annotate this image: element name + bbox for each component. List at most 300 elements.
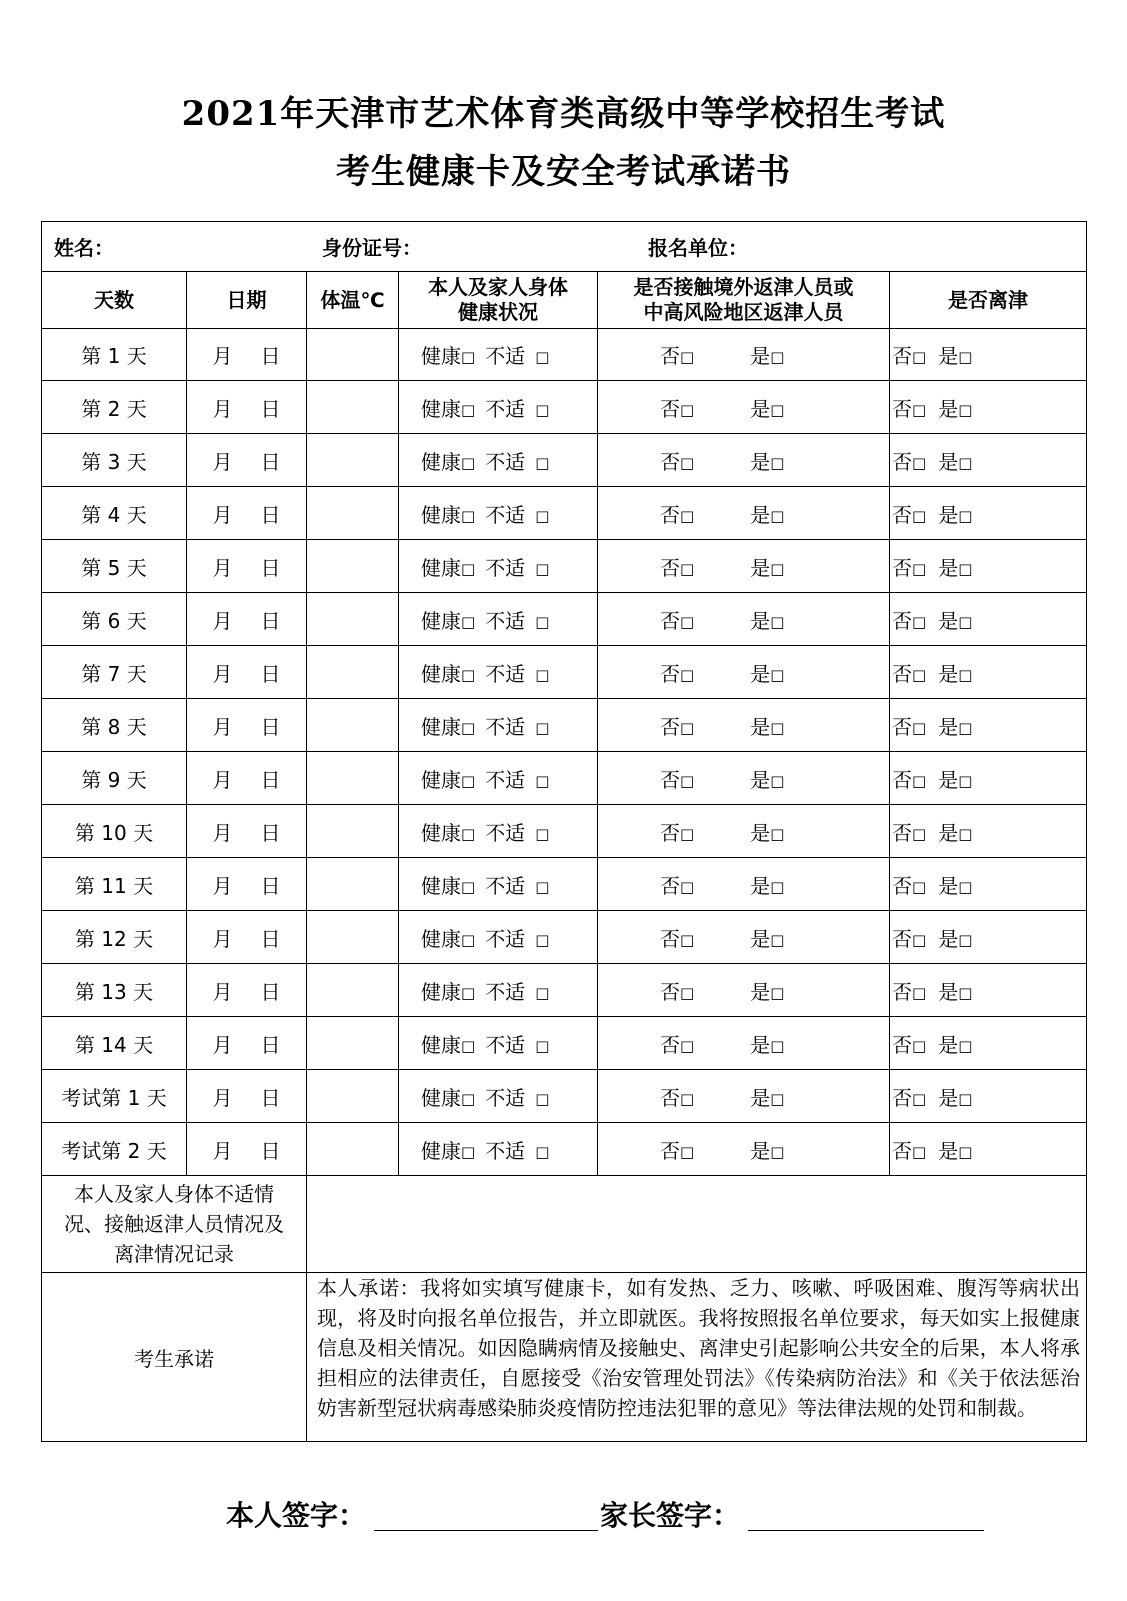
no-option-label: 否 <box>892 502 912 527</box>
yes-option-label: 是 <box>938 820 959 845</box>
unwell-option-label: 不适 <box>485 502 526 527</box>
no-option-label: 否 <box>660 1085 680 1110</box>
contact-yes-checkbox[interactable]: □ <box>770 453 785 472</box>
leave-no-checkbox[interactable]: □ <box>912 1089 927 1108</box>
contact-no-checkbox[interactable]: □ <box>680 348 695 366</box>
date-cell[interactable] <box>187 381 307 434</box>
month-label: 月 <box>212 979 233 1004</box>
month-label: 月 <box>212 820 233 845</box>
date-cell[interactable] <box>187 752 307 805</box>
date-cell[interactable] <box>187 858 307 911</box>
leave-tianjin-cell <box>890 1123 1087 1176</box>
no-option-label: 否 <box>660 820 680 845</box>
leave-yes-checkbox[interactable]: □ <box>958 824 973 843</box>
day-label: 第 8 天 <box>42 699 187 752</box>
healthy-option-label: 健康 <box>421 608 461 633</box>
health-status-cell <box>399 752 598 805</box>
no-option-label: 否 <box>892 873 912 898</box>
day-label: 第 14 天 <box>42 1017 187 1070</box>
healthy-checkbox[interactable]: □ <box>461 612 476 631</box>
date-cell[interactable] <box>187 646 307 699</box>
unwell-option-label: 不适 <box>485 608 526 633</box>
month-label: 月 <box>212 344 233 368</box>
unwell-option-label: 不适 <box>485 1085 526 1110</box>
temperature-cell[interactable] <box>307 858 399 911</box>
day-label: 第 5 天 <box>42 540 187 593</box>
day-row <box>42 487 1087 540</box>
leave-tianjin-cell <box>890 646 1087 699</box>
healthy-checkbox[interactable]: □ <box>461 771 476 790</box>
yes-option-label: 是 <box>750 714 771 739</box>
leave-tianjin-cell <box>890 752 1087 805</box>
yes-option-label: 是 <box>750 344 771 368</box>
contact-yes-checkbox[interactable]: □ <box>770 877 785 896</box>
form-title-line2: 考生健康卡及安全考试承诺书 <box>336 152 791 192</box>
temperature-cell[interactable] <box>307 540 399 593</box>
leave-yes-checkbox[interactable]: □ <box>958 983 973 1002</box>
yes-option-label: 是 <box>938 1085 959 1110</box>
day-row <box>42 381 1087 434</box>
contact-yes-checkbox[interactable]: □ <box>770 506 785 525</box>
healthy-option-label: 健康 <box>421 714 461 739</box>
leave-yes-checkbox[interactable]: □ <box>958 559 973 578</box>
day-row <box>42 858 1087 911</box>
yes-option-label: 是 <box>750 449 771 474</box>
no-option-label: 否 <box>660 714 680 739</box>
yes-option-label: 是 <box>750 1085 771 1110</box>
no-option-label: 否 <box>660 608 680 633</box>
yes-option-label: 是 <box>938 555 959 580</box>
record-row <box>42 1176 1087 1273</box>
contact-no-checkbox[interactable]: □ <box>680 612 695 631</box>
leave-tianjin-cell <box>890 593 1087 646</box>
unwell-option-label: 不适 <box>485 767 526 792</box>
header-row <box>42 272 1087 329</box>
healthy-checkbox[interactable]: □ <box>461 1089 476 1108</box>
health-status-cell <box>399 540 598 593</box>
health-status-cell <box>399 911 598 964</box>
day-of-month-label: 日 <box>260 1032 281 1057</box>
leave-yes-checkbox[interactable]: □ <box>958 1036 973 1055</box>
health-status-cell <box>399 805 598 858</box>
unwell-checkbox[interactable]: □ <box>535 506 550 525</box>
leave-yes-checkbox[interactable]: □ <box>958 718 973 737</box>
day-label: 第 10 天 <box>42 805 187 858</box>
healthy-checkbox[interactable]: □ <box>461 665 476 684</box>
self-signature-line[interactable] <box>374 1530 598 1531</box>
contact-yes-checkbox[interactable]: □ <box>770 771 785 790</box>
leave-yes-checkbox[interactable]: □ <box>958 348 973 366</box>
no-option-label: 否 <box>660 344 680 368</box>
leave-tianjin-cell <box>890 699 1087 752</box>
leave-yes-checkbox[interactable]: □ <box>958 400 973 419</box>
temperature-cell[interactable] <box>307 1070 399 1123</box>
no-option-label: 否 <box>660 396 680 421</box>
healthy-checkbox[interactable]: □ <box>461 1036 476 1055</box>
temperature-cell[interactable] <box>307 964 399 1017</box>
month-label: 月 <box>212 449 233 474</box>
contact-no-checkbox[interactable]: □ <box>680 1036 695 1055</box>
healthy-checkbox[interactable]: □ <box>461 718 476 737</box>
unwell-checkbox[interactable]: □ <box>535 824 550 843</box>
day-row <box>42 805 1087 858</box>
header-contact-line1: 是否接触境外返津人员或 <box>633 275 854 299</box>
unwell-checkbox[interactable]: □ <box>535 665 550 684</box>
unwell-checkbox[interactable]: □ <box>535 1089 550 1108</box>
contact-no-checkbox[interactable]: □ <box>680 771 695 790</box>
health-card-table <box>41 221 1087 1442</box>
month-label: 月 <box>212 1032 233 1057</box>
record-label <box>42 1176 307 1273</box>
no-option-label: 否 <box>892 979 912 1004</box>
temperature-cell[interactable] <box>307 646 399 699</box>
contact-cell <box>598 1070 890 1123</box>
contact-no-checkbox[interactable]: □ <box>680 400 695 419</box>
yes-option-label: 是 <box>938 979 959 1004</box>
unwell-checkbox[interactable]: □ <box>535 930 550 949</box>
info-row <box>42 222 1087 272</box>
contact-no-checkbox[interactable]: □ <box>680 453 695 472</box>
unwell-checkbox[interactable]: □ <box>535 348 550 366</box>
yes-option-label: 是 <box>938 926 959 951</box>
healthy-option-label: 健康 <box>421 661 461 686</box>
self-signature-label: 本人签字： <box>226 1499 367 1532</box>
date-cell[interactable] <box>187 911 307 964</box>
month-label: 月 <box>212 926 233 951</box>
day-label: 第 7 天 <box>42 646 187 699</box>
no-option-label: 否 <box>892 396 912 421</box>
header-date: 日期 <box>187 272 307 329</box>
contact-no-checkbox[interactable]: □ <box>680 559 695 578</box>
leave-yes-checkbox[interactable]: □ <box>958 665 973 684</box>
pledge-row <box>42 1273 1087 1442</box>
temperature-cell[interactable] <box>307 1123 399 1176</box>
temperature-cell[interactable] <box>307 487 399 540</box>
date-cell[interactable] <box>187 487 307 540</box>
no-option-label: 否 <box>660 873 680 898</box>
healthy-checkbox[interactable]: □ <box>461 983 476 1002</box>
leave-no-checkbox[interactable]: □ <box>912 718 927 737</box>
healthy-checkbox[interactable]: □ <box>461 877 476 896</box>
contact-yes-checkbox[interactable]: □ <box>770 983 785 1002</box>
leave-no-checkbox[interactable]: □ <box>912 348 927 366</box>
contact-yes-checkbox[interactable]: □ <box>770 665 785 684</box>
contact-cell <box>598 1123 890 1176</box>
leave-yes-checkbox[interactable]: □ <box>958 1142 973 1161</box>
day-of-month-label: 日 <box>260 661 281 686</box>
day-label: 第 9 天 <box>42 752 187 805</box>
contact-cell <box>598 540 890 593</box>
registration-unit-label: 报名单位： <box>648 236 748 260</box>
leave-no-checkbox[interactable]: □ <box>912 612 927 631</box>
unwell-checkbox[interactable]: □ <box>535 983 550 1002</box>
yes-option-label: 是 <box>750 767 771 792</box>
no-option-label: 否 <box>660 1138 680 1163</box>
no-option-label: 否 <box>660 449 680 474</box>
unwell-checkbox[interactable]: □ <box>535 453 550 472</box>
leave-no-checkbox[interactable]: □ <box>912 400 927 419</box>
date-cell[interactable] <box>187 699 307 752</box>
unwell-checkbox[interactable]: □ <box>535 1142 550 1161</box>
yes-option-label: 是 <box>750 555 771 580</box>
temperature-cell[interactable] <box>307 805 399 858</box>
health-status-cell <box>399 699 598 752</box>
unwell-option-label: 不适 <box>485 714 526 739</box>
month-label: 月 <box>212 714 233 739</box>
contact-no-checkbox[interactable]: □ <box>680 877 695 896</box>
date-cell[interactable] <box>187 540 307 593</box>
no-option-label: 否 <box>660 979 680 1004</box>
healthy-option-label: 健康 <box>421 926 461 951</box>
no-option-label: 否 <box>892 449 912 474</box>
contact-no-checkbox[interactable]: □ <box>680 1142 695 1161</box>
unwell-option-label: 不适 <box>485 661 526 686</box>
temperature-cell[interactable] <box>307 1017 399 1070</box>
contact-no-checkbox[interactable]: □ <box>680 718 695 737</box>
unwell-checkbox[interactable]: □ <box>535 771 550 790</box>
day-row <box>42 911 1087 964</box>
day-of-month-label: 日 <box>260 820 281 845</box>
form-title-line1: 2021年天津市艺术体育类高级中等学校招生考试 <box>181 94 946 134</box>
healthy-checkbox[interactable]: □ <box>461 559 476 578</box>
healthy-checkbox[interactable]: □ <box>461 506 476 525</box>
unwell-option-label: 不适 <box>485 926 526 951</box>
leave-no-checkbox[interactable]: □ <box>912 453 927 472</box>
leave-tianjin-cell <box>890 858 1087 911</box>
day-label: 第 13 天 <box>42 964 187 1017</box>
record-label-line3: 离津情况记录 <box>114 1242 234 1266</box>
yes-option-label: 是 <box>750 979 771 1004</box>
unwell-checkbox[interactable]: □ <box>535 559 550 578</box>
id-number-label: 身份证号： <box>322 236 422 260</box>
date-cell[interactable] <box>187 805 307 858</box>
date-cell[interactable] <box>187 964 307 1017</box>
contact-cell <box>598 858 890 911</box>
unwell-checkbox[interactable]: □ <box>535 400 550 419</box>
contact-yes-checkbox[interactable]: □ <box>770 1142 785 1161</box>
day-label: 第 6 天 <box>42 593 187 646</box>
contact-yes-checkbox[interactable]: □ <box>770 612 785 631</box>
contact-no-checkbox[interactable]: □ <box>680 930 695 949</box>
contact-no-checkbox[interactable]: □ <box>680 665 695 684</box>
healthy-checkbox[interactable]: □ <box>461 348 476 366</box>
no-option-label: 否 <box>892 344 912 368</box>
parent-signature-line[interactable] <box>748 1530 984 1531</box>
month-label: 月 <box>212 873 233 898</box>
date-cell[interactable] <box>187 1123 307 1176</box>
header-health-line2: 健康状况 <box>458 300 538 324</box>
leave-tianjin-cell <box>890 805 1087 858</box>
month-label: 月 <box>212 555 233 580</box>
yes-option-label: 是 <box>938 767 959 792</box>
date-cell[interactable] <box>187 1070 307 1123</box>
contact-yes-checkbox[interactable]: □ <box>770 718 785 737</box>
leave-no-checkbox[interactable]: □ <box>912 771 927 790</box>
contact-yes-checkbox[interactable]: □ <box>770 824 785 843</box>
leave-no-checkbox[interactable]: □ <box>912 1142 927 1161</box>
unwell-checkbox[interactable]: □ <box>535 612 550 631</box>
leave-yes-checkbox[interactable]: □ <box>958 877 973 896</box>
leave-yes-checkbox[interactable]: □ <box>958 506 973 525</box>
month-label: 月 <box>212 767 233 792</box>
healthy-checkbox[interactable]: □ <box>461 1142 476 1161</box>
no-option-label: 否 <box>892 714 912 739</box>
leave-tianjin-cell <box>890 1070 1087 1123</box>
leave-yes-checkbox[interactable]: □ <box>958 771 973 790</box>
date-cell[interactable] <box>187 1017 307 1070</box>
day-row <box>42 1070 1087 1123</box>
yes-option-label: 是 <box>938 502 959 527</box>
unwell-option-label: 不适 <box>485 555 526 580</box>
date-cell[interactable] <box>187 593 307 646</box>
month-label: 月 <box>212 502 233 527</box>
leave-yes-checkbox[interactable]: □ <box>958 453 973 472</box>
contact-cell <box>598 646 890 699</box>
unwell-checkbox[interactable]: □ <box>535 1036 550 1055</box>
yes-option-label: 是 <box>750 1138 771 1163</box>
health-status-cell <box>399 1017 598 1070</box>
health-status-cell <box>399 1070 598 1123</box>
day-label: 第 12 天 <box>42 911 187 964</box>
healthy-checkbox[interactable]: □ <box>461 400 476 419</box>
leave-no-checkbox[interactable]: □ <box>912 665 927 684</box>
health-status-cell <box>399 964 598 1017</box>
no-option-label: 否 <box>660 502 680 527</box>
contact-cell <box>598 911 890 964</box>
month-label: 月 <box>212 1085 233 1110</box>
no-option-label: 否 <box>660 926 680 951</box>
pledge-label: 考生承诺 <box>42 1273 307 1442</box>
temperature-cell[interactable] <box>307 699 399 752</box>
healthy-option-label: 健康 <box>421 1032 461 1057</box>
unwell-checkbox[interactable]: □ <box>535 877 550 896</box>
date-cell[interactable] <box>187 329 307 381</box>
temperature-cell[interactable] <box>307 752 399 805</box>
day-of-month-label: 日 <box>260 979 281 1004</box>
no-option-label: 否 <box>660 767 680 792</box>
day-row <box>42 593 1087 646</box>
contact-no-checkbox[interactable]: □ <box>680 506 695 525</box>
day-label: 第 11 天 <box>42 858 187 911</box>
leave-no-checkbox[interactable]: □ <box>912 1036 927 1055</box>
unwell-option-label: 不适 <box>485 979 526 1004</box>
contact-no-checkbox[interactable]: □ <box>680 824 695 843</box>
contact-yes-checkbox[interactable]: □ <box>770 1089 785 1108</box>
record-input-area[interactable] <box>307 1176 1087 1273</box>
healthy-option-label: 健康 <box>421 873 461 898</box>
leave-tianjin-cell <box>890 1017 1087 1070</box>
no-option-label: 否 <box>660 555 680 580</box>
yes-option-label: 是 <box>750 873 771 898</box>
leave-no-checkbox[interactable]: □ <box>912 983 927 1002</box>
unwell-option-label: 不适 <box>485 1032 526 1057</box>
healthy-checkbox[interactable]: □ <box>461 824 476 843</box>
temperature-cell[interactable] <box>307 593 399 646</box>
record-label-line2: 况、接触返津人员情况及 <box>64 1212 284 1236</box>
date-cell[interactable] <box>187 434 307 487</box>
contact-yes-checkbox[interactable]: □ <box>770 400 785 419</box>
contact-cell <box>598 593 890 646</box>
contact-cell <box>598 1017 890 1070</box>
unwell-option-label: 不适 <box>485 396 526 421</box>
day-label: 考试第 2 天 <box>42 1123 187 1176</box>
health-status-cell <box>399 329 598 381</box>
leave-no-checkbox[interactable]: □ <box>912 506 927 525</box>
health-status-cell <box>399 434 598 487</box>
temperature-cell[interactable] <box>307 381 399 434</box>
no-option-label: 否 <box>892 1085 912 1110</box>
leave-no-checkbox[interactable]: □ <box>912 824 927 843</box>
day-row <box>42 1017 1087 1070</box>
leave-no-checkbox[interactable]: □ <box>912 930 927 949</box>
contact-no-checkbox[interactable]: □ <box>680 983 695 1002</box>
temperature-cell[interactable] <box>307 329 399 381</box>
health-status-cell <box>399 381 598 434</box>
yes-option-label: 是 <box>938 1032 959 1057</box>
leave-no-checkbox[interactable]: □ <box>912 877 927 896</box>
day-row <box>42 540 1087 593</box>
unwell-checkbox[interactable]: □ <box>535 718 550 737</box>
yes-option-label: 是 <box>750 396 771 421</box>
header-leave-tianjin: 是否离津 <box>890 272 1087 329</box>
leave-tianjin-cell <box>890 381 1087 434</box>
contact-cell <box>598 964 890 1017</box>
day-of-month-label: 日 <box>260 449 281 474</box>
yes-option-label: 是 <box>938 1138 959 1163</box>
unwell-option-label: 不适 <box>485 873 526 898</box>
month-label: 月 <box>212 396 233 421</box>
healthy-option-label: 健康 <box>421 555 461 580</box>
contact-cell <box>598 434 890 487</box>
leave-yes-checkbox[interactable]: □ <box>958 1089 973 1108</box>
unwell-option-label: 不适 <box>485 344 526 368</box>
healthy-checkbox[interactable]: □ <box>461 453 476 472</box>
leave-yes-checkbox[interactable]: □ <box>958 612 973 631</box>
contact-yes-checkbox[interactable]: □ <box>770 1036 785 1055</box>
contact-yes-checkbox[interactable]: □ <box>770 930 785 949</box>
temperature-cell[interactable] <box>307 911 399 964</box>
healthy-option-label: 健康 <box>421 979 461 1004</box>
day-row <box>42 1123 1087 1176</box>
yes-option-label: 是 <box>938 661 959 686</box>
contact-cell <box>598 699 890 752</box>
yes-option-label: 是 <box>750 608 771 633</box>
contact-yes-checkbox[interactable]: □ <box>770 348 785 366</box>
day-of-month-label: 日 <box>260 555 281 580</box>
leave-yes-checkbox[interactable]: □ <box>958 930 973 949</box>
day-of-month-label: 日 <box>260 767 281 792</box>
healthy-option-label: 健康 <box>421 449 461 474</box>
yes-option-label: 是 <box>938 396 959 421</box>
contact-no-checkbox[interactable]: □ <box>680 1089 695 1108</box>
no-option-label: 否 <box>892 767 912 792</box>
no-option-label: 否 <box>892 1138 912 1163</box>
contact-yes-checkbox[interactable]: □ <box>770 559 785 578</box>
no-option-label: 否 <box>892 1032 912 1057</box>
no-option-label: 否 <box>660 661 680 686</box>
leave-no-checkbox[interactable]: □ <box>912 559 927 578</box>
healthy-checkbox[interactable]: □ <box>461 930 476 949</box>
day-row <box>42 964 1087 1017</box>
health-status-cell <box>399 646 598 699</box>
temperature-cell[interactable] <box>307 434 399 487</box>
yes-option-label: 是 <box>938 873 959 898</box>
contact-cell <box>598 329 890 381</box>
healthy-option-label: 健康 <box>421 1085 461 1110</box>
no-option-label: 否 <box>892 661 912 686</box>
no-option-label: 否 <box>892 608 912 633</box>
no-option-label: 否 <box>892 555 912 580</box>
